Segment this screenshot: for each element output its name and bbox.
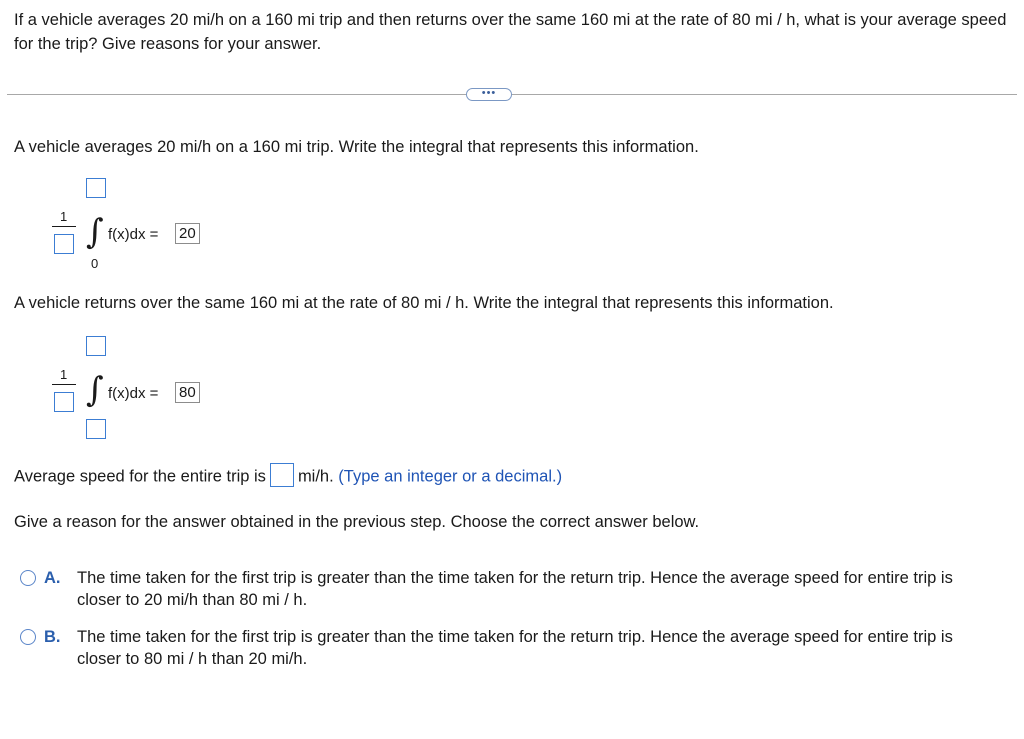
average-speed-label: Average speed for the entire trip is	[14, 467, 266, 486]
option-b[interactable]	[20, 626, 980, 674]
integrand-2: f(x)dx =	[108, 385, 159, 402]
average-speed-input[interactable]	[270, 463, 294, 487]
reason-prompt: Give a reason for the answer obtained in the previous step. Choose the correct answer below.	[14, 513, 700, 531]
more-button[interactable]: •••	[466, 88, 512, 101]
part2-prompt: A vehicle returns over the same 160 mi at the rate of 80 mi / h. Write the integral that represents this information.	[14, 294, 834, 312]
fraction-bar-2	[52, 384, 76, 385]
option-a-letter: A.	[44, 569, 61, 587]
option-b-letter: B.	[44, 628, 61, 646]
average-speed-unit: mi/h.	[297, 467, 334, 486]
question-text: If a vehicle averages 20 mi/h on a 160 mi trip and then returns over the same 160 mi at the rate of 80 mi / h, what is your average speed for the trip? Give reasons for your answer.	[14, 11, 1007, 53]
lower-limit-input-2[interactable]	[86, 419, 106, 439]
integral-sign-1: ∫	[86, 212, 104, 252]
integral-result-2: 80	[175, 382, 200, 403]
option-a[interactable]	[20, 567, 980, 615]
section-divider	[7, 94, 1017, 95]
option-b-radio[interactable]	[20, 629, 36, 645]
integral-result-1: 20	[175, 223, 200, 244]
part1-prompt: A vehicle averages 20 mi/h on a 160 mi trip. Write the integral that represents this information.	[14, 138, 699, 156]
upper-limit-input-1[interactable]	[86, 178, 106, 198]
option-b-text: The time taken for the first trip is greater than the time taken for the return trip. Hence the average speed for entire trip is closer to 80 mi / h than 20 mi/h.	[77, 628, 953, 668]
fraction-bar-1	[52, 226, 76, 227]
denominator-input-2[interactable]	[54, 392, 74, 412]
denominator-input-1[interactable]	[54, 234, 74, 254]
answer-format-hint: (Type an integer or a decimal.)	[338, 467, 563, 486]
integrand-1: f(x)dx =	[108, 226, 159, 243]
fraction-numerator-2: 1	[60, 367, 68, 382]
integral-sign-2: ∫	[86, 370, 104, 410]
option-a-radio[interactable]	[20, 570, 36, 586]
average-speed-line	[14, 465, 562, 489]
fraction-numerator-1: 1	[60, 209, 68, 224]
option-a-text: The time taken for the first trip is greater than the time taken for the return trip. Hence the average speed for entire trip is closer to 20 mi/h than 80 mi / h.	[77, 569, 953, 609]
upper-limit-input-2[interactable]	[86, 336, 106, 356]
lower-limit-1: 0	[91, 256, 99, 271]
